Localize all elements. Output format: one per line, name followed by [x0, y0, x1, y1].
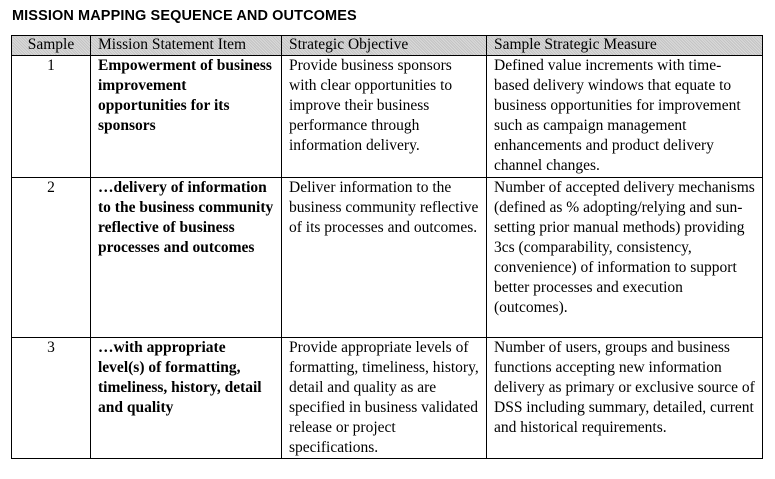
header-mission-statement-item: Mission Statement Item: [91, 36, 282, 56]
strategic-objective: Provide business sponsors with clear opportunities to improve their business performance through information delivery.: [282, 56, 487, 178]
table-row: [12, 338, 763, 459]
strategic-measure: Defined value increments with time-based delivery windows that equate to business opportunities for improvement such as campaign management enhancements and product delivery channel changes.: [487, 56, 763, 178]
table-row: [12, 56, 763, 178]
table-header-row: [12, 36, 763, 56]
header-sample-strategic-measure: Sample Strategic Measure: [487, 36, 763, 56]
strategic-objective: Deliver information to the business community reflective of its processes and outcomes.: [282, 178, 487, 338]
mission-statement-item: …with appropriate level(s) of formatting, timeliness, history, detail and quality: [91, 338, 282, 459]
mission-statement-item: …delivery of information to the business community reflective of business processes and outcomes: [91, 178, 282, 338]
strategic-measure: Number of users, groups and business functions accepting new information delivery as primary or exclusive source of DSS including summary, detailed, current and historical requirements.: [487, 338, 763, 459]
mission-statement-item: Empowerment of business improvement opportunities for its sponsors: [91, 56, 282, 178]
header-sample: Sample: [12, 36, 91, 56]
page-title: MISSION MAPPING SEQUENCE AND OUTCOMES: [12, 8, 357, 24]
mission-mapping-table: [11, 35, 763, 459]
strategic-objective: Provide appropriate levels of formatting, timeliness, history, detail and quality as are specified in business validated release or project specifications.: [282, 338, 487, 459]
sample-number: 1: [12, 56, 91, 178]
sample-number: 3: [12, 338, 91, 459]
header-strategic-objective: Strategic Objective: [282, 36, 487, 56]
sample-number: 2: [12, 178, 91, 338]
table-row: [12, 178, 763, 338]
strategic-measure: Number of accepted delivery mechanisms (defined as % adopting/relying and sun-setting prior manual methods) providing 3cs (comparability, consistency, convenience) of information to support better processes and execution (outcomes).: [487, 178, 763, 338]
